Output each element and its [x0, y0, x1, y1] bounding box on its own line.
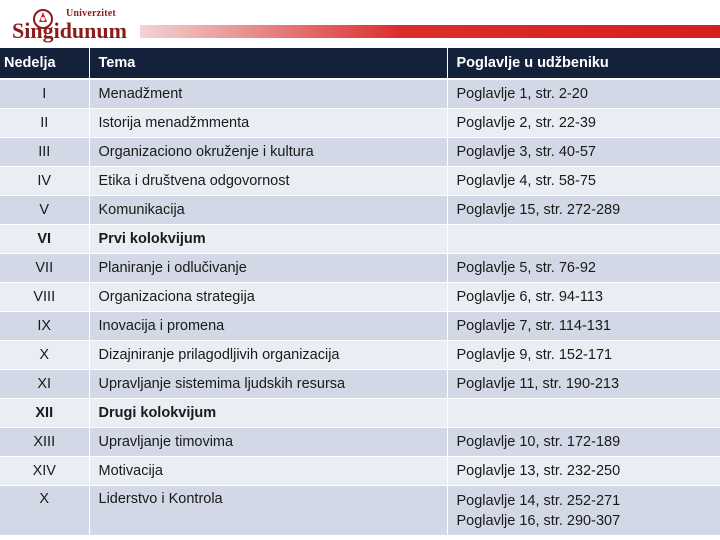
- table-row: [0, 79, 720, 109]
- chapter-cell: Poglavlje 7, str. 114-131: [447, 312, 720, 341]
- topic-cell: Istorija menadžmmenta: [89, 109, 447, 138]
- table-header-row: [0, 48, 720, 79]
- table-row: [0, 457, 720, 486]
- chapter-cell: Poglavlje 6, str. 94-113: [447, 283, 720, 312]
- week-cell: VI: [0, 225, 89, 254]
- header-week: Nedelja: [0, 48, 89, 79]
- chapter-cell: [447, 399, 720, 428]
- topic-cell: Komunikacija: [89, 196, 447, 225]
- table-row: [0, 399, 720, 428]
- chapter-cell: Poglavlje 3, str. 40-57: [447, 138, 720, 167]
- topic-cell: Drugi kolokvijum: [89, 399, 447, 428]
- table-row: [0, 167, 720, 196]
- header-topic: Tema: [89, 48, 447, 79]
- week-cell: VIII: [0, 283, 89, 312]
- table-row: [0, 254, 720, 283]
- chapter-cell: Poglavlje 4, str. 58-75: [447, 167, 720, 196]
- chapter-cell: Poglavlje 1, str. 2-20: [447, 79, 720, 109]
- table-row: [0, 138, 720, 167]
- topic-cell: Organizaciono okruženje i kultura: [89, 138, 447, 167]
- chapter-cell: [447, 486, 720, 536]
- week-cell: I: [0, 79, 89, 109]
- topic-cell: Motivacija: [89, 457, 447, 486]
- chapter-cell: Poglavlje 5, str. 76-92: [447, 254, 720, 283]
- university-logo: [10, 6, 140, 46]
- page-header: [0, 0, 720, 48]
- table-row: [0, 312, 720, 341]
- syllabus-table: [0, 48, 720, 536]
- table-row: [0, 370, 720, 399]
- topic-cell: Menadžment: [89, 79, 447, 109]
- week-cell: XIII: [0, 428, 89, 457]
- topic-cell: Organizaciona strategija: [89, 283, 447, 312]
- week-cell: XII: [0, 399, 89, 428]
- topic-cell: Liderstvo i Kontrola: [89, 486, 447, 536]
- week-cell: XIV: [0, 457, 89, 486]
- table-row: [0, 283, 720, 312]
- week-cell: VII: [0, 254, 89, 283]
- week-cell: V: [0, 196, 89, 225]
- table-row: [0, 428, 720, 457]
- header-red-bar: [140, 25, 720, 38]
- week-cell: XI: [0, 370, 89, 399]
- week-cell: III: [0, 138, 89, 167]
- chapter-cell: Poglavlje 2, str. 22-39: [447, 109, 720, 138]
- chapter-cell: [447, 225, 720, 254]
- chapter-cell: Poglavlje 9, str. 152-171: [447, 341, 720, 370]
- topic-cell: Upravljanje timovima: [89, 428, 447, 457]
- table-row: [0, 486, 720, 536]
- chapter-cell: Poglavlje 15, str. 272-289: [447, 196, 720, 225]
- chapter-cell: Poglavlje 10, str. 172-189: [447, 428, 720, 457]
- chapter-line: Poglavlje 14, str. 252-271: [456, 493, 621, 509]
- logo-main-text: Singidunum: [12, 18, 127, 43]
- table-row: [0, 341, 720, 370]
- chapter-cell: Poglavlje 13, str. 232-250: [447, 457, 720, 486]
- week-cell: II: [0, 109, 89, 138]
- table-row: [0, 225, 720, 254]
- week-cell: X: [0, 486, 89, 536]
- week-cell: X: [0, 341, 89, 370]
- chapter-cell: Poglavlje 11, str. 190-213: [447, 370, 720, 399]
- topic-cell: Inovacija i promena: [89, 312, 447, 341]
- topic-cell: Upravljanje sistemima ljudskih resursa: [89, 370, 447, 399]
- week-cell: IV: [0, 167, 89, 196]
- topic-cell: Etika i društvena odgovornost: [89, 167, 447, 196]
- table-row: [0, 196, 720, 225]
- week-cell: IX: [0, 312, 89, 341]
- chapter-line: Poglavlje 16, str. 290-307: [456, 513, 621, 529]
- table-row: [0, 109, 720, 138]
- topic-cell: Prvi kolokvijum: [89, 225, 447, 254]
- header-chapter: Poglavlje u udžbeniku: [447, 48, 720, 79]
- logo-top-text: Univerzitet: [66, 8, 116, 19]
- topic-cell: Dizajniranje prilagodljivih organizacija: [89, 341, 447, 370]
- topic-cell: Planiranje i odlučivanje: [89, 254, 447, 283]
